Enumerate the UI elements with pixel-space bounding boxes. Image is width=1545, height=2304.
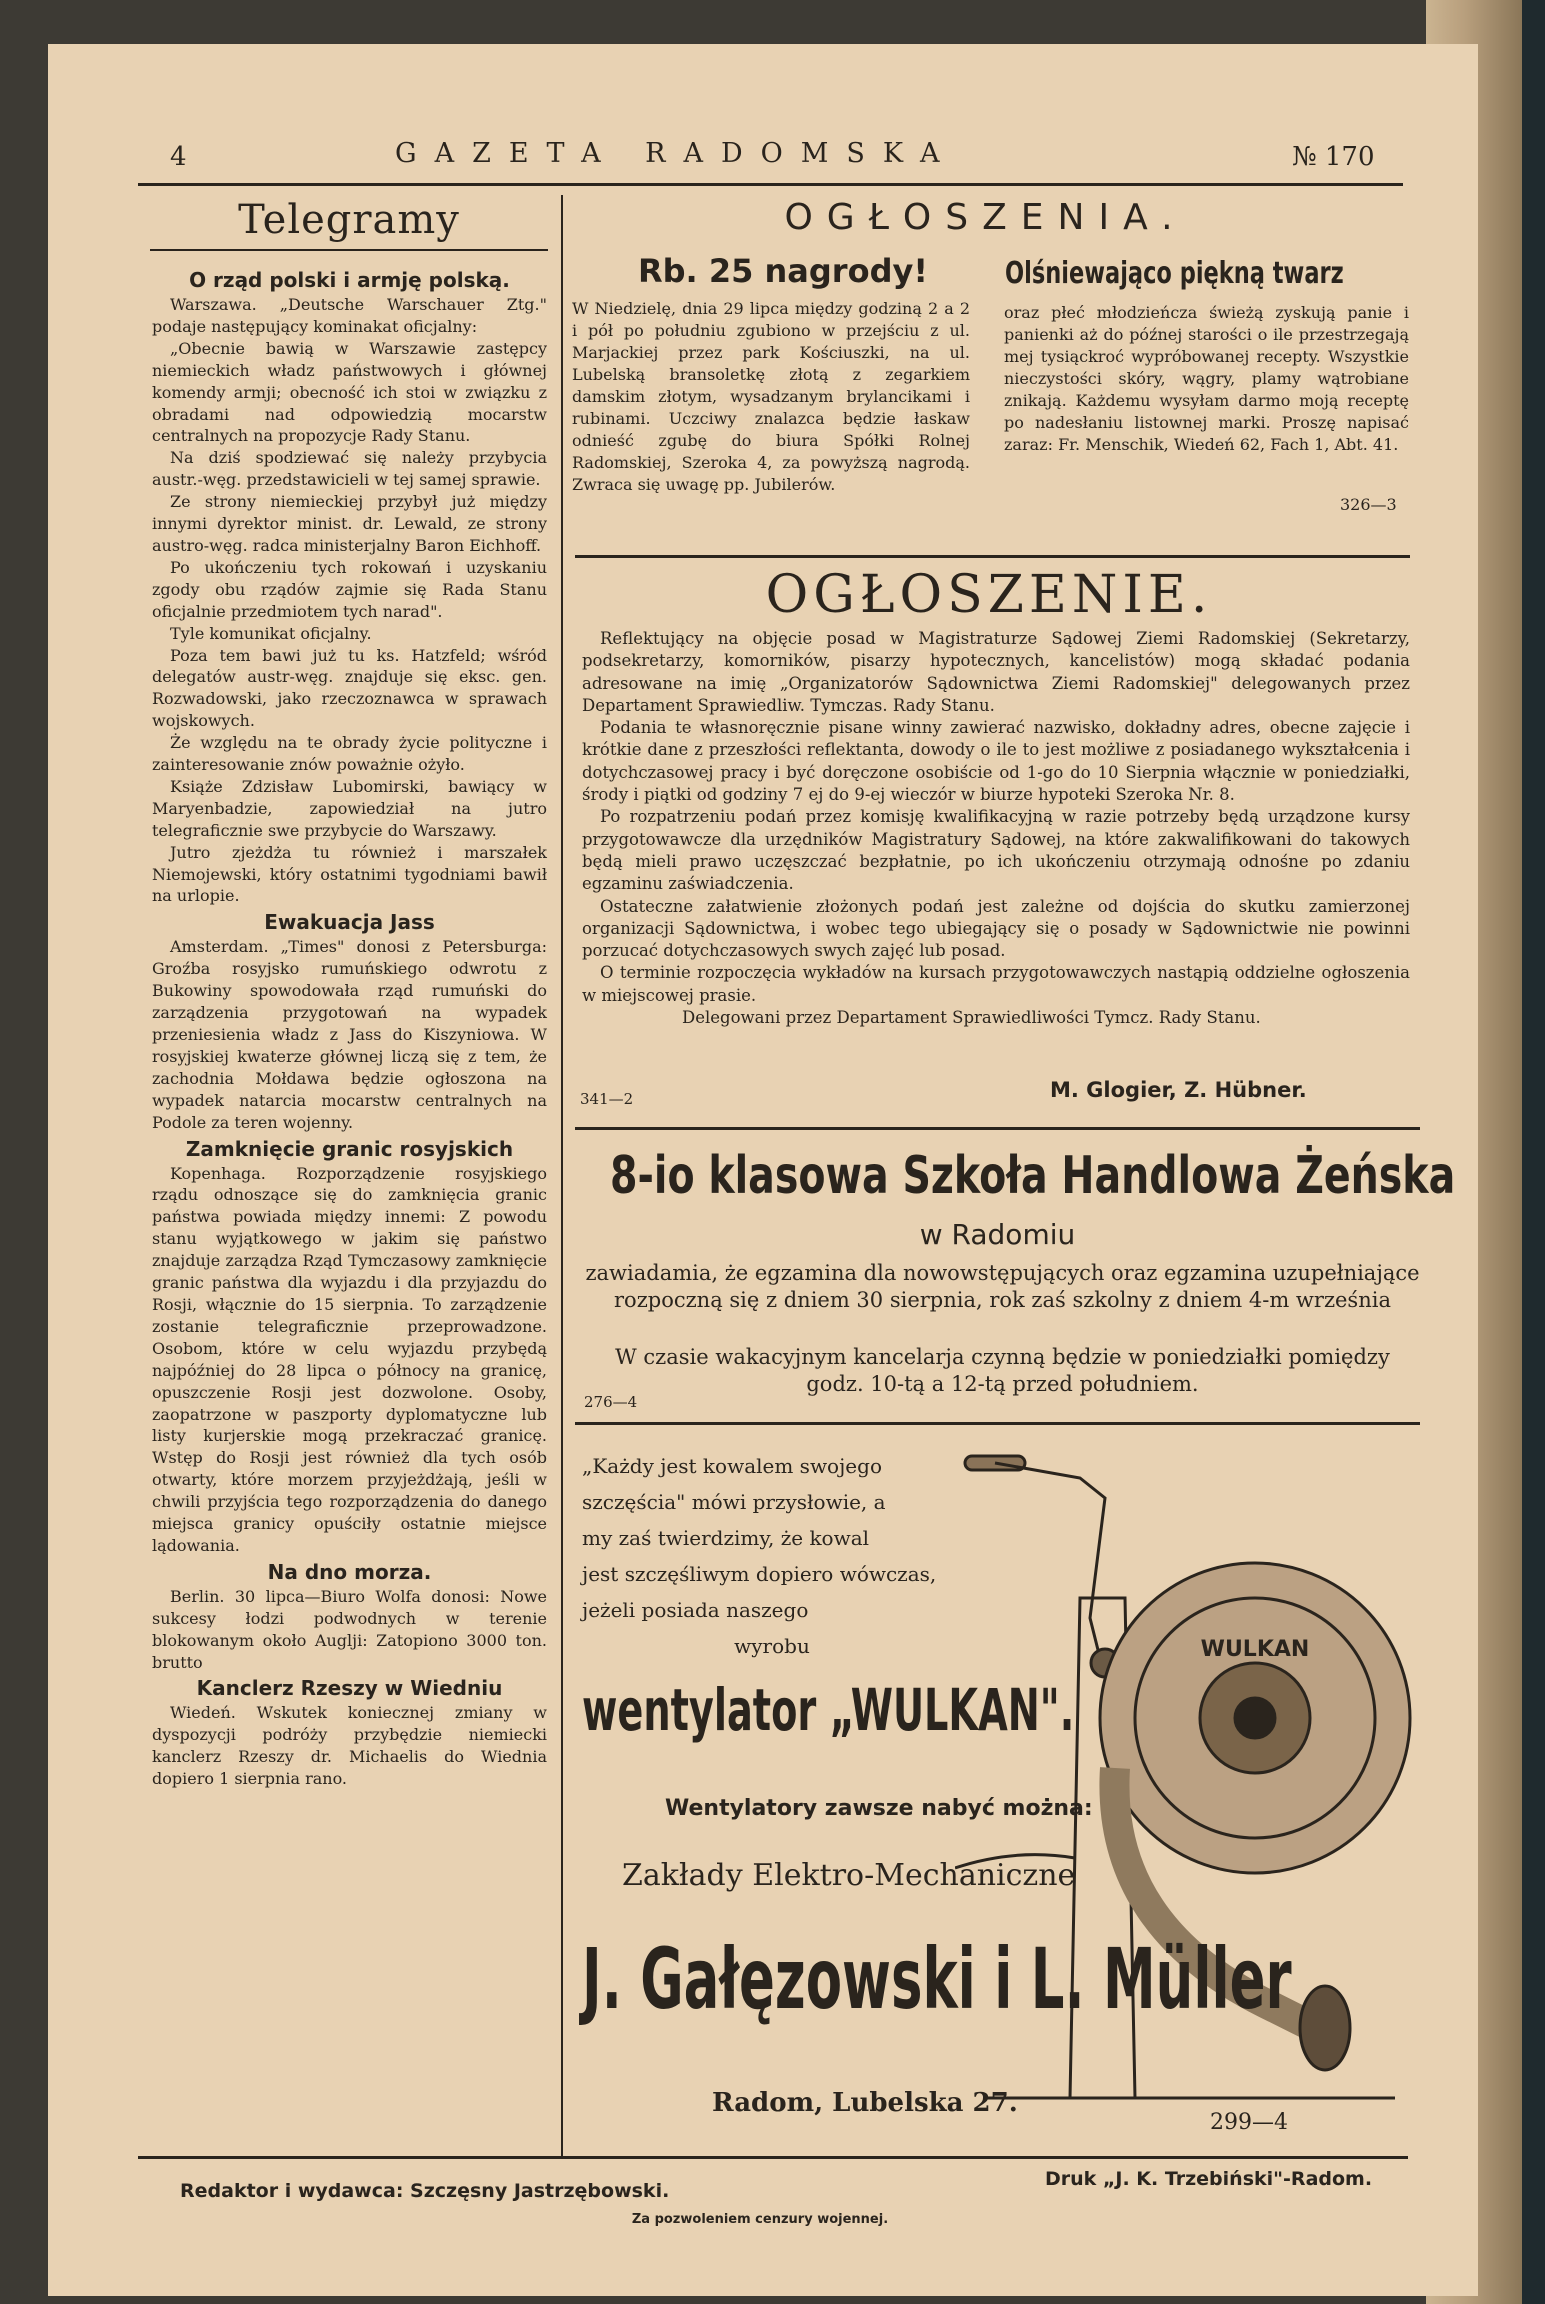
notice-code: 341—2 (580, 1090, 634, 1108)
wulkan-address: Radom, Lubelska 27. (712, 2088, 1018, 2118)
article-paragraph: Książe Zdzisław Lubomirski, bawiący w Maryenbadzie, zapowiedział na jutro telegraficznie swe przybycie do Warszawy. (152, 776, 547, 840)
notice-body (582, 628, 1410, 1029)
article-paragraph: Kopenhaga. Rozporządzenie rosyjskiego rządu odnoszące się do zamknięcia granic państwa powiada między innemi: Z powodu stanu wyjątkowego w jakim się państwo znajduje zarządza Rząd Tymczasowy zamknięcie granic państwa dla wyjazdu i dla przyjazdu do Rosji, włącznie do 15 sierpnia. To zarządzenie zostanie telegraficznie przeprowadzone. Osobom, które w celu wyjazdu przybędą najpóźniej do 28 lipca o północy na granicę, opuszczenie Rosji jest dozwolone. Osoby, zaopatrzone w paszporty dyplomatyczne lub listy kurjerskie mogą przekraczać granicę. Wstęp do Rosji jest również dla tych osób otwarty, które morzem przyjeżdżają, jeśli w chwili przyjścia tego rozporządzenia do danego miejsca granicy opuściły ostatnie miejsce lądowania. (152, 1163, 547, 1555)
notice-paragraph: Podania te własnoręcznie pisane winny zawierać nazwisko, dokładny adres, obecne zajęcie i krótkie dane z przeszłości reflektanta, dowody o ile to jest możliwe z posiadanego wykształcenia i dotychczasowej pracy i być doręczone osobiście od 1-go do 10 Sierpnia włącznie w poniedziałki, środy i piątki od godziny 7 ej do 9-ej wieczór w biurze hypoteki Szeroka Nr. 8. (582, 718, 1410, 805)
school-paragraph: zawiadamia, że egzamina dla nowowstępujących oraz egzamina uzupełniające rozpoczną się z dniem 30 sierpnia, rok zaś szkolny z dniem 4-m września (585, 1261, 1420, 1312)
article-paragraph: Tyle komunikat oficjalny. (170, 623, 372, 643)
wulkan-code: 299—4 (1210, 2110, 1288, 2135)
article-paragraph: Amsterdam. „Times" donosi z Petersburga: Groźba rosyjsko rumuńskiego odwrotu z Bukowiny spowodowała rząd rumuński do zarządzenia przygotowań na wypadek przeniesienia władz z Jass do Kiszyniowa. W rosyjskiej kwaterze głównej liczą się z tem, że zachodnia Mołdawa będzie ogłoszona na wypadek natarcia mocarstw centralnych na Podole za teren wojenny. (152, 937, 547, 1132)
article-headline: O rząd polski i armję polską. (189, 268, 510, 292)
article-paragraph: Wiedeń. Wskutek koniecznej zmiany w dyspozycji podróży przybędzie niemiecki kanclerz Rzeszy dr. Michaelis do Wiednia dopiero 1 sierpnia rano. (152, 1703, 547, 1789)
notice-paragraph: O terminie rozpoczęcia wykładów na kursach przygotowawczych nastąpią oddzielne ogłoszenia w miejscowej prasie. (582, 963, 1410, 1005)
article-paragraph: Poza tem bawi już tu ks. Hatzfeld; wśród delegatów austr-węg. znajduje się eksc. gen. Rozwadowski, jako rzeczoznawca w sprawach wojskowych. (152, 645, 547, 731)
notice-headline: OGŁOSZENIE. (765, 565, 1213, 625)
telegrams-body (152, 265, 547, 1790)
footer-editor: Redaktor i wydawca: Szczęsny Jastrzębowski. (180, 2180, 670, 2202)
school-subtitle: w Radomiu (919, 1218, 1076, 1251)
article-headline: Na dno morza. (267, 1559, 432, 1584)
school-code: 276—4 (584, 1393, 638, 1411)
wulkan-product: wentylator „WULKAN". (582, 1676, 1075, 1744)
article-paragraph: Jutro zjeżdża tu również i marszałek Niemojewski, który ostatnimi tygodniami bawił na urlopie. (152, 842, 547, 906)
page-number: 4 (170, 142, 187, 172)
reward-headline: Rb. 25 nagrody! (638, 252, 928, 290)
reward-paragraph: W Niedzielę, dnia 29 lipca między godziną 2 a 2 i pół po południu zgubiono w przejściu z ul. Marjackiej przez park Kościuszki, na ul. Lubelską bransoletkę złotą z zegarkiem damskim złotym, wysadzanym brylancikami i rubinami. Uczciwy znalazca będzie łaskaw odnieść zgubę do biura Spółki Rolnej Radomskiej, Szeroka 4, za powyższą nagrodą. Zwraca się uwagę pp. Jubilerów. (572, 299, 970, 494)
ads-title: OGŁOSZENIA. (784, 197, 1187, 238)
school-text-1 (585, 1260, 1420, 1314)
fan-axle (1235, 1698, 1275, 1738)
ads-rule-1 (575, 555, 1410, 558)
masthead: GAZETA RADOMSKA (395, 138, 958, 169)
reward-text (572, 298, 970, 496)
wulkan-company: Zakłady Elektro-Mechaniczne (622, 1858, 1076, 1893)
crank-arm (995, 1463, 1105, 1658)
slogan-line: my zaś twierdzimy, że kowal (582, 1526, 870, 1550)
slogan-line: wyrobu (734, 1634, 810, 1658)
article-headline: Zamknięcie granic rosyjskich (185, 1136, 514, 1161)
notice-paragraph: Ostateczne załatwienie złożonych podań jest zależne od dojścia do skutku zamierzonej organizacji Sądownictwa, i wobec tego ubiegający się o posady w Sądownictwie nie powinni porzucać dotychczasowych swych zajęć lub posad. (582, 896, 1410, 961)
telegrams-title: Telegramy (238, 197, 460, 243)
slogan-line: „Każdy jest kowalem swojego (582, 1454, 882, 1478)
slogan-line: jest szczęśliwym dopiero wówczas, jeżeli posiada naszego (582, 1562, 937, 1622)
article-headline: Ewakuacja Jass (264, 910, 435, 935)
article-paragraph: Po ukończeniu tych rokowań i uzyskaniu zgody obu rządów zajmie się Rada Stanu oficjalnie przedmiotem tych narad". (152, 557, 547, 621)
notice-paragraph: Po rozpatrzeniu podań przez komisję kwalifikacyjną w razie potrzeby będą urządzone kursy przygotowawcze dla urzędników Magistratury Sądowej, na które zakwalifikowani do takowych będą mieli prawo uczęszczać bezpłatnie, po ich ukończeniu otrzymają odnośne po zdaniu egzaminu zaświadczenia. (582, 807, 1410, 894)
wulkan-names: J. Gałęzowski i L. Müller (582, 1930, 1292, 2028)
slogan-line: szczęścia" mówi przysłowie, a (582, 1490, 886, 1514)
wulkan-slogan (582, 1448, 962, 1664)
header-rule (138, 183, 1403, 186)
footer-rule (138, 2156, 1408, 2159)
footer-printer: Druk „J. K. Trzebiński"-Radom. (1045, 2168, 1373, 2190)
telegrams-rule (150, 249, 548, 251)
footer-censorship: Za pozwoleniem cenzury wojennej. (631, 2212, 889, 2227)
beauty-text (1004, 302, 1409, 456)
article-paragraph: „Obecnie bawią w Warszawie zastępcy niemieckich władz państwowych i głównej komendy armji; obecność ich stoi w związku z obradami nad odpowiedzią mocarstw centralnych na propozycje Rady Stanu. (152, 338, 547, 446)
beauty-paragraph: oraz płeć młodzieńcza świeżą zyskują panie i panienki aż do późnej starości o ile przestrzegają mej tysiąckroć wypróbowanej recepty. Wszystkie nieczystości skóry, wągry, plamy wątrobiane znikają. Każdemu wysyłam darmo moją receptę po nadesłaniu listownej marki. Proszę napisać zaraz: Fr. Menschik, Wiedeń 62, Fach 1, Abt. 41. (1004, 303, 1409, 454)
article-paragraph: Na dziś spodziewać się należy przybycia austr.-węg. przedstawicieli w tej samej sprawie. (152, 448, 547, 490)
article-headline: Kanclerz Rzeszy w Wiedniu (196, 1676, 503, 1701)
ads-rule-3 (575, 1422, 1420, 1425)
notice-signatures: M. Glogier, Z. Hübner. (1050, 1078, 1307, 1102)
school-text-2 (585, 1344, 1420, 1398)
air-outlet-nozzle (1300, 1986, 1350, 2070)
article-paragraph: Warszawa. „Deutsche Warschauer Ztg." podaje następujący kominakat oficjalny: (152, 295, 547, 336)
beauty-code: 326—3 (1340, 495, 1397, 514)
issue-number: № 170 (1292, 142, 1375, 172)
machine-brand-label: WULKAN (1200, 1637, 1310, 1662)
beauty-headline: Olśniewająco piękną twarz (1005, 256, 1344, 291)
article-paragraph: Że względu na te obrady życie polityczne i zainteresowanie znów poważnie ożyło. (152, 733, 547, 775)
wulkan-buy: Wentylatory zawsze nabyć można: (665, 1796, 1093, 1821)
notice-delegates: Delegowani przez Departament Sprawiedliwości Tymcz. Rady Stanu. (682, 1008, 1261, 1028)
ads-rule-2 (575, 1127, 1420, 1130)
school-headline: 8-io klasowa Szkoła Handlowa Żeńska (610, 1146, 1456, 1206)
notice-paragraph: Reflektujący na objęcie posad w Magistraturze Sądowej Ziemi Radomskiej (Sekretarzy, podsekretarzy, komorników, pisarzy hypotecznych, kancelistów) mogą składać podania adresowane na imię „Organizatorów Sądownictwa Ziemi Radomskiej" delegowanych przez Departament Sprawiedliw. Tymczas. Rady Stanu. (582, 629, 1410, 715)
article-paragraph: Ze strony niemieckiej przybył już między innymi dyrektor minist. dr. Lewald, ze strony austro-węg. radca ministerjalny Baron Eichhoff. (152, 492, 547, 555)
school-paragraph: W czasie wakacyjnym kancelarja czynną będzie w poniedziałki pomiędzy godz. 10-tą a 12-tą przed południem. (615, 1345, 1390, 1396)
column-divider (561, 195, 563, 2157)
article-paragraph: Berlin. 30 lipca—Biuro Wolfa donosi: Nowe sukcesy łodzi podwodnych w terenie blokowanym około Auglji: Zatopiono 3000 ton. brutto (152, 1586, 547, 1672)
